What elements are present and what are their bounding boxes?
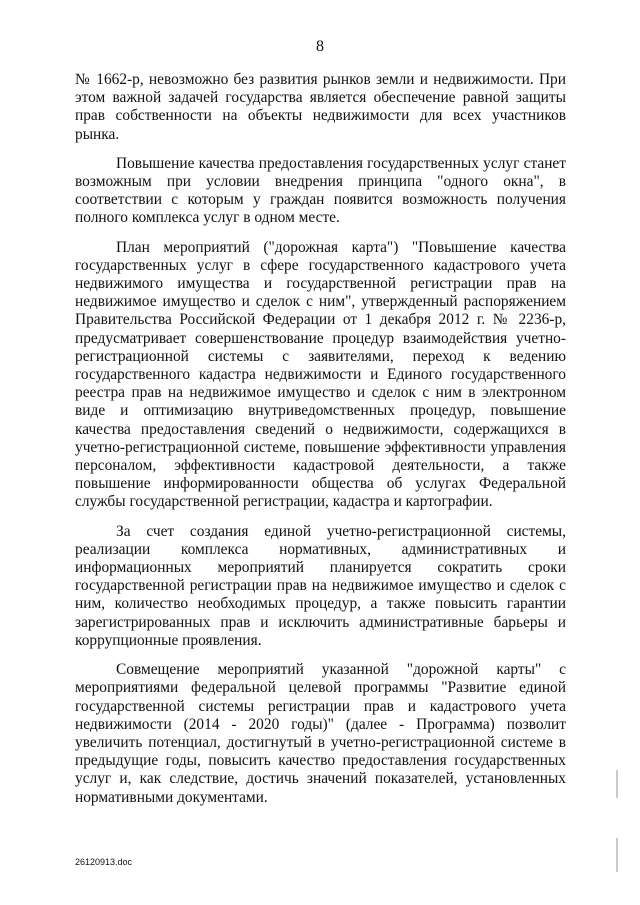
scan-margin-mark bbox=[616, 838, 618, 872]
document-body bbox=[75, 71, 566, 818]
scan-margin-mark bbox=[616, 770, 618, 798]
footer-filename: 26120913.doc bbox=[75, 857, 133, 867]
paragraph-unified-system: За счет создания единой учетно-регистрационной системы, реализации комплекса нормативных, административных и информационных мероприятий планируется сократить сроки государственной регистрации прав на недвижимое имущество и сделок с ним, количество необходимых процедур, а также повысить гарантии зарегистрированных прав и исключить административные барьеры и коррупционные проявления. bbox=[75, 522, 566, 649]
paragraph-program: Совмещение мероприятий указанной "дорожной карты" с мероприятиями федеральной целевой программы "Развитие единой государственной системы регистрации прав и кадастрового учета недвижимости (2014 - 2020 годы)" (далее - Программа) позволит увеличить потенциал, достигнутый в учетно-регистрационной системе в предыдущие годы, повысить качество предоставления государственных услуг и, как следствие, достичь значений показателей, установленных нормативными документами. bbox=[75, 661, 566, 806]
paragraph-roadmap: План мероприятий ("дорожная карта") "Повышение качества государственных услуг в сфере государственного кадастрового учета недвижимого имущества и государственной регистрации прав на недвижимое имущество и сделок с ним", утвержденный распоряжением Правительства Российской Федерации от 1 декабря 2012 г. № 2236-р, предусматривает совершенствование процедур взаимодействия учетно-регистрационной системы с заявителями, переход к ведению государственного кадастра недвижимости и Единого государственного реестра прав на недвижимое имущество и сделок с ним в электронном виде и оптимизацию внутриведомственных процедур, повышение качества предоставления сведений о недвижимости, содержащихся в учетно-регистрационной системе, повышение эффективности управления персоналом, эффективности кадастровой деятельности, а также повышение информированности общества об услугах Федеральной службы государственной регистрации, кадастра и картографии. bbox=[75, 238, 566, 511]
paragraph-one-window: Повышение качества предоставления государственных услуг станет возможным при условии внедрения принципа "одного окна", в соответствии с которым у граждан появится возможность получения полного комплекса услуг в одном месте. bbox=[75, 154, 566, 227]
paragraph-continuation: № 1662-р, невозможно без развития рынков земли и недвижимости. При этом важной задачей государства является обеспечение равной защиты прав собственности на объекты недвижимости для всех участников рынка. bbox=[75, 71, 566, 143]
page-number: 8 bbox=[316, 38, 324, 55]
